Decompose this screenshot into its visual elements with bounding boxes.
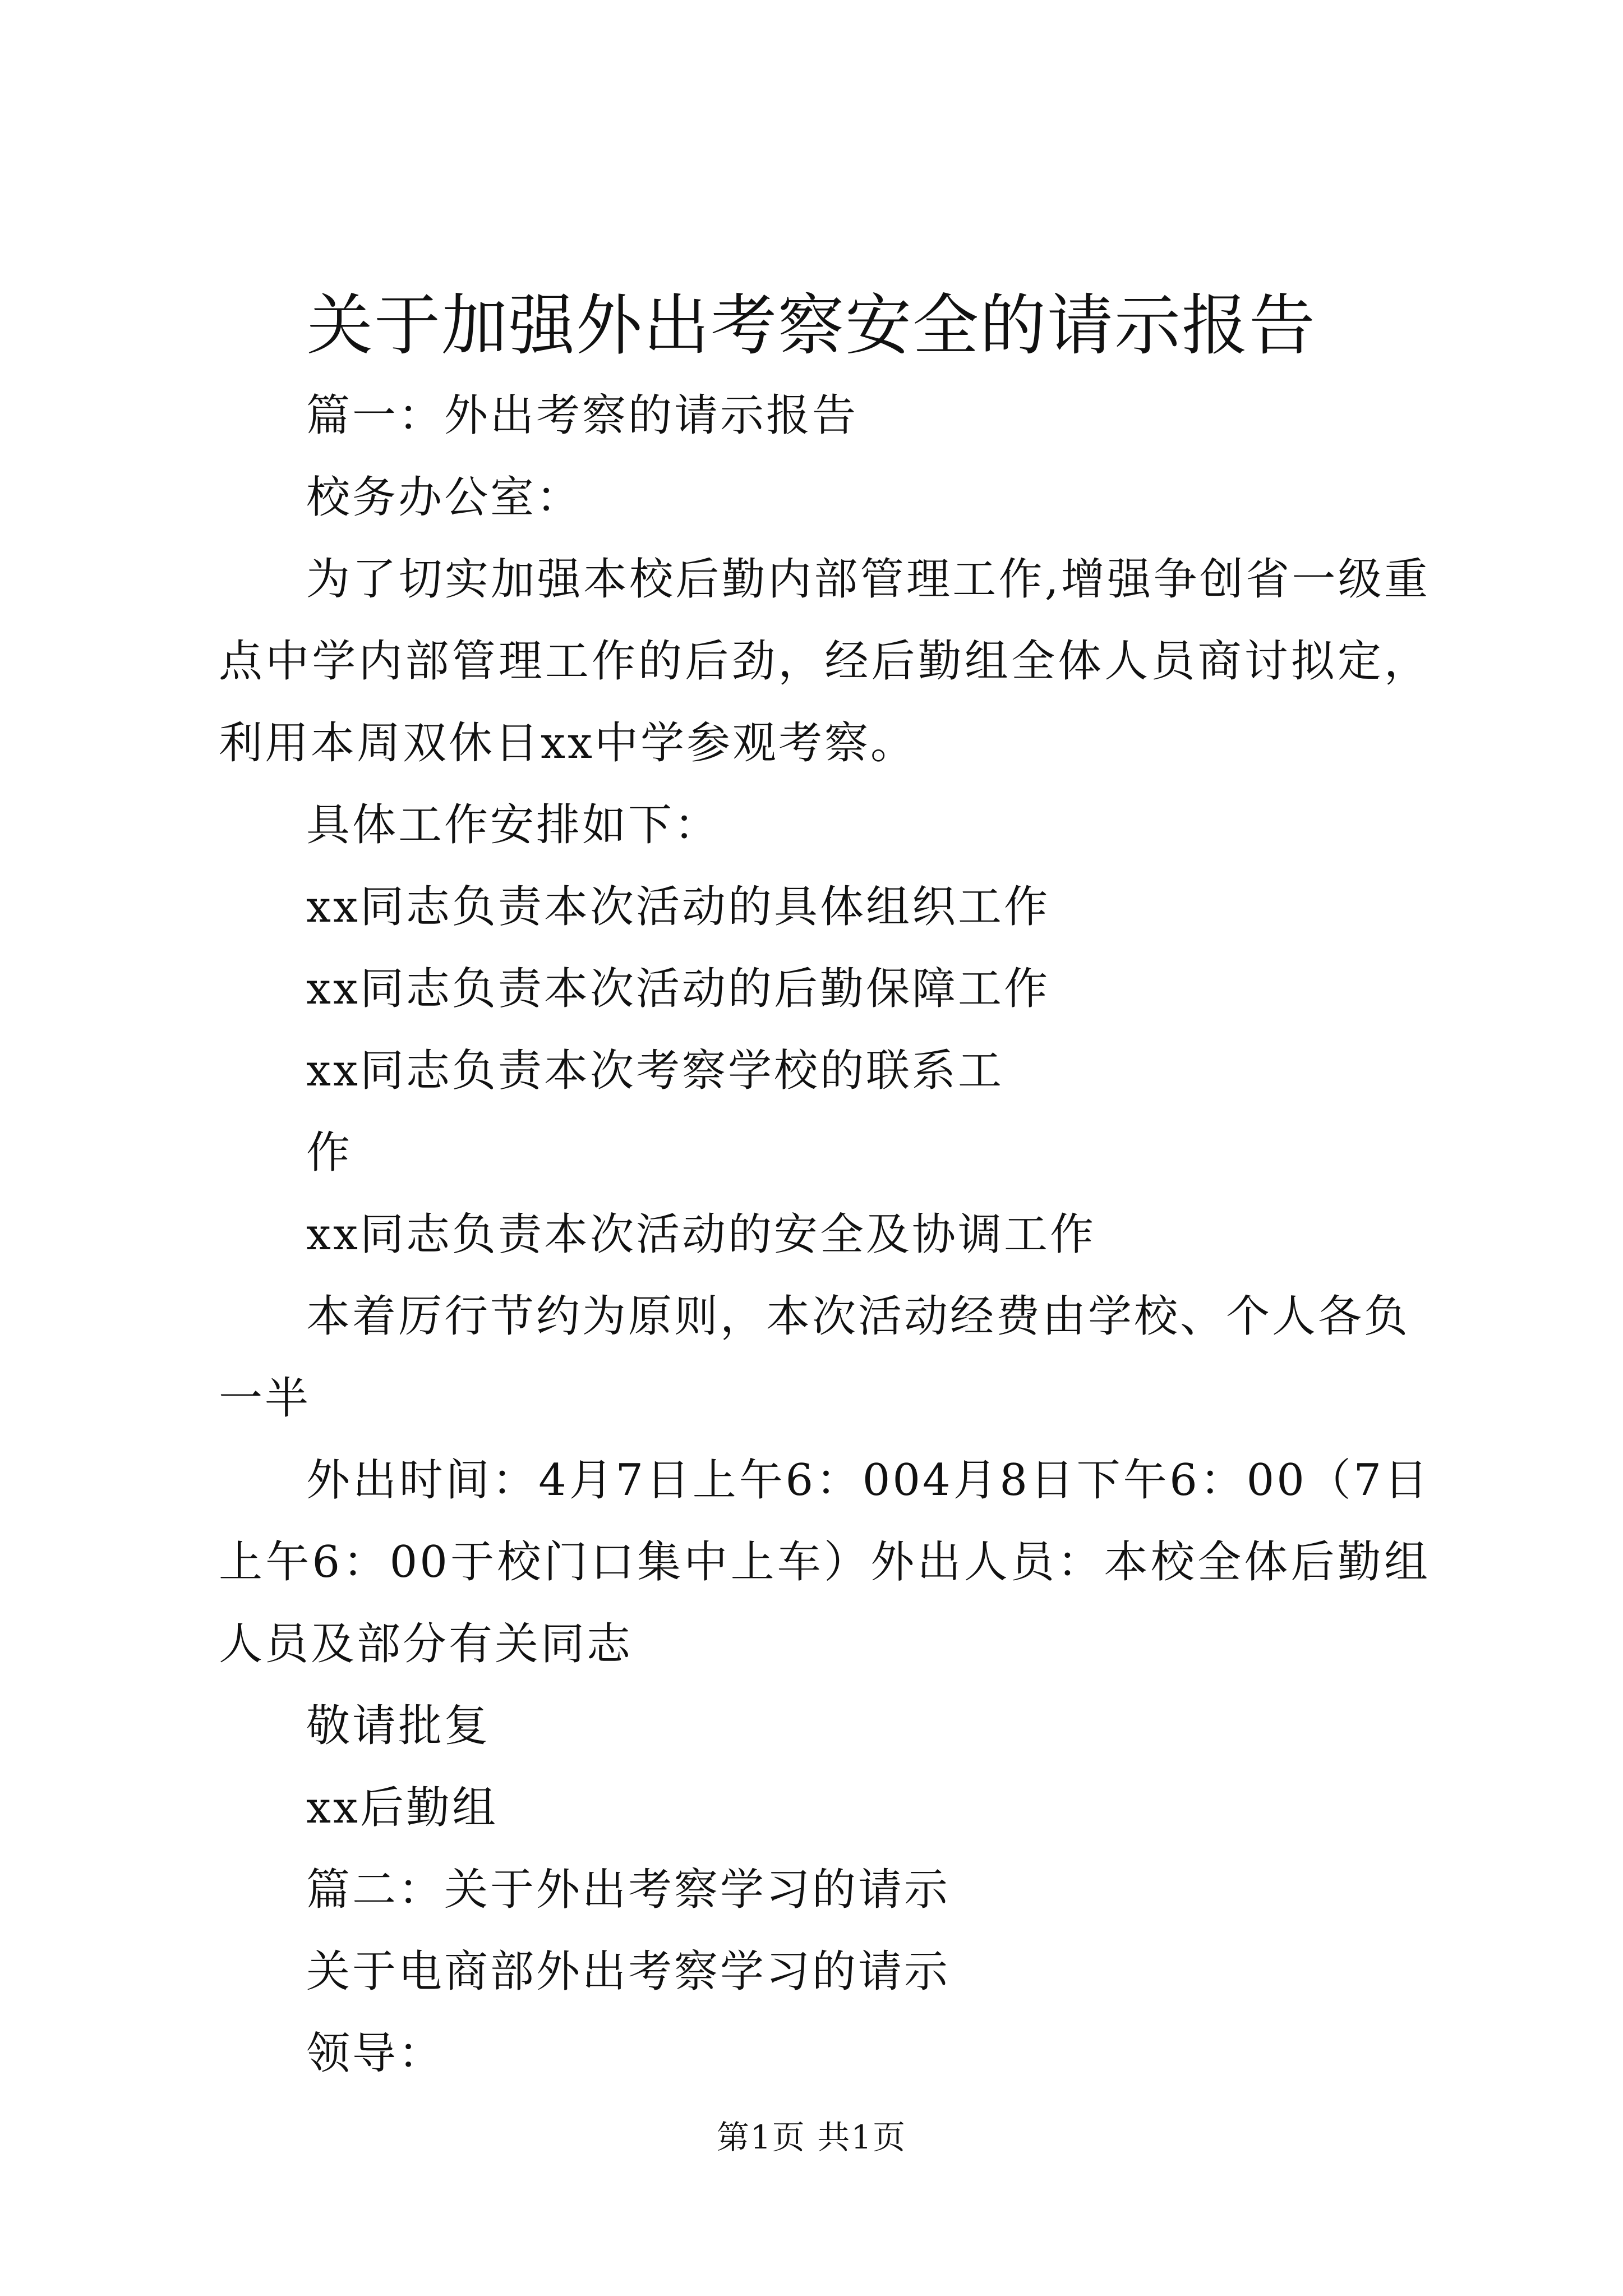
paragraph-request: 敬请批复	[306, 1701, 491, 1751]
paragraph-duty-safety: xx同志负责本次活动的安全及协调工作	[306, 1209, 1096, 1260]
paragraph-duty-contact-continued: 作	[306, 1128, 353, 1178]
document-title: 关于加强外出考察安全的请示报告	[306, 287, 1316, 364]
document-body	[219, 375, 1430, 2095]
paragraph-intro: 为了切实加强本校后勤内部管理工作,增强争创省一级重点中学内部管理工作的后劲，经后勤组全体人员商讨拟定，利用本周双休日xx中学参观考察。	[219, 554, 1430, 769]
paragraph-schedule: 外出时间：4月7日上午6：004月8日下午6：00（7日上午6：00于校门口集中上车）外出人员：本校全体后勤组人员及部分有关同志	[219, 1455, 1430, 1669]
page-footer: 第1页 共1页	[716, 2118, 907, 2156]
paragraph-funding: 本着厉行节约为原则，本次活动经费由学校、个人各负一半	[219, 1291, 1410, 1424]
section-heading-2: 篇二：关于外出考察学习的请示	[306, 1865, 951, 1915]
paragraph-arrangement-heading: 具体工作安排如下：	[306, 800, 721, 850]
paragraph-duty-logistics: xx同志负责本次活动的后勤保障工作	[306, 964, 1050, 1014]
salutation: 校务办公室：	[306, 472, 583, 523]
paragraph-subtitle: 关于电商部外出考察学习的请示	[306, 1947, 951, 1997]
paragraph-duty-organization: xx同志负责本次活动的具体组织工作	[306, 882, 1050, 932]
paragraph-signature: xx后勤组	[306, 1783, 498, 1833]
section-heading-1: 篇一：外出考察的请示报告	[306, 390, 859, 441]
paragraph-duty-contact: xx同志负责本次考察学校的联系工	[306, 1046, 1004, 1096]
salutation-2: 领导：	[306, 2028, 445, 2079]
